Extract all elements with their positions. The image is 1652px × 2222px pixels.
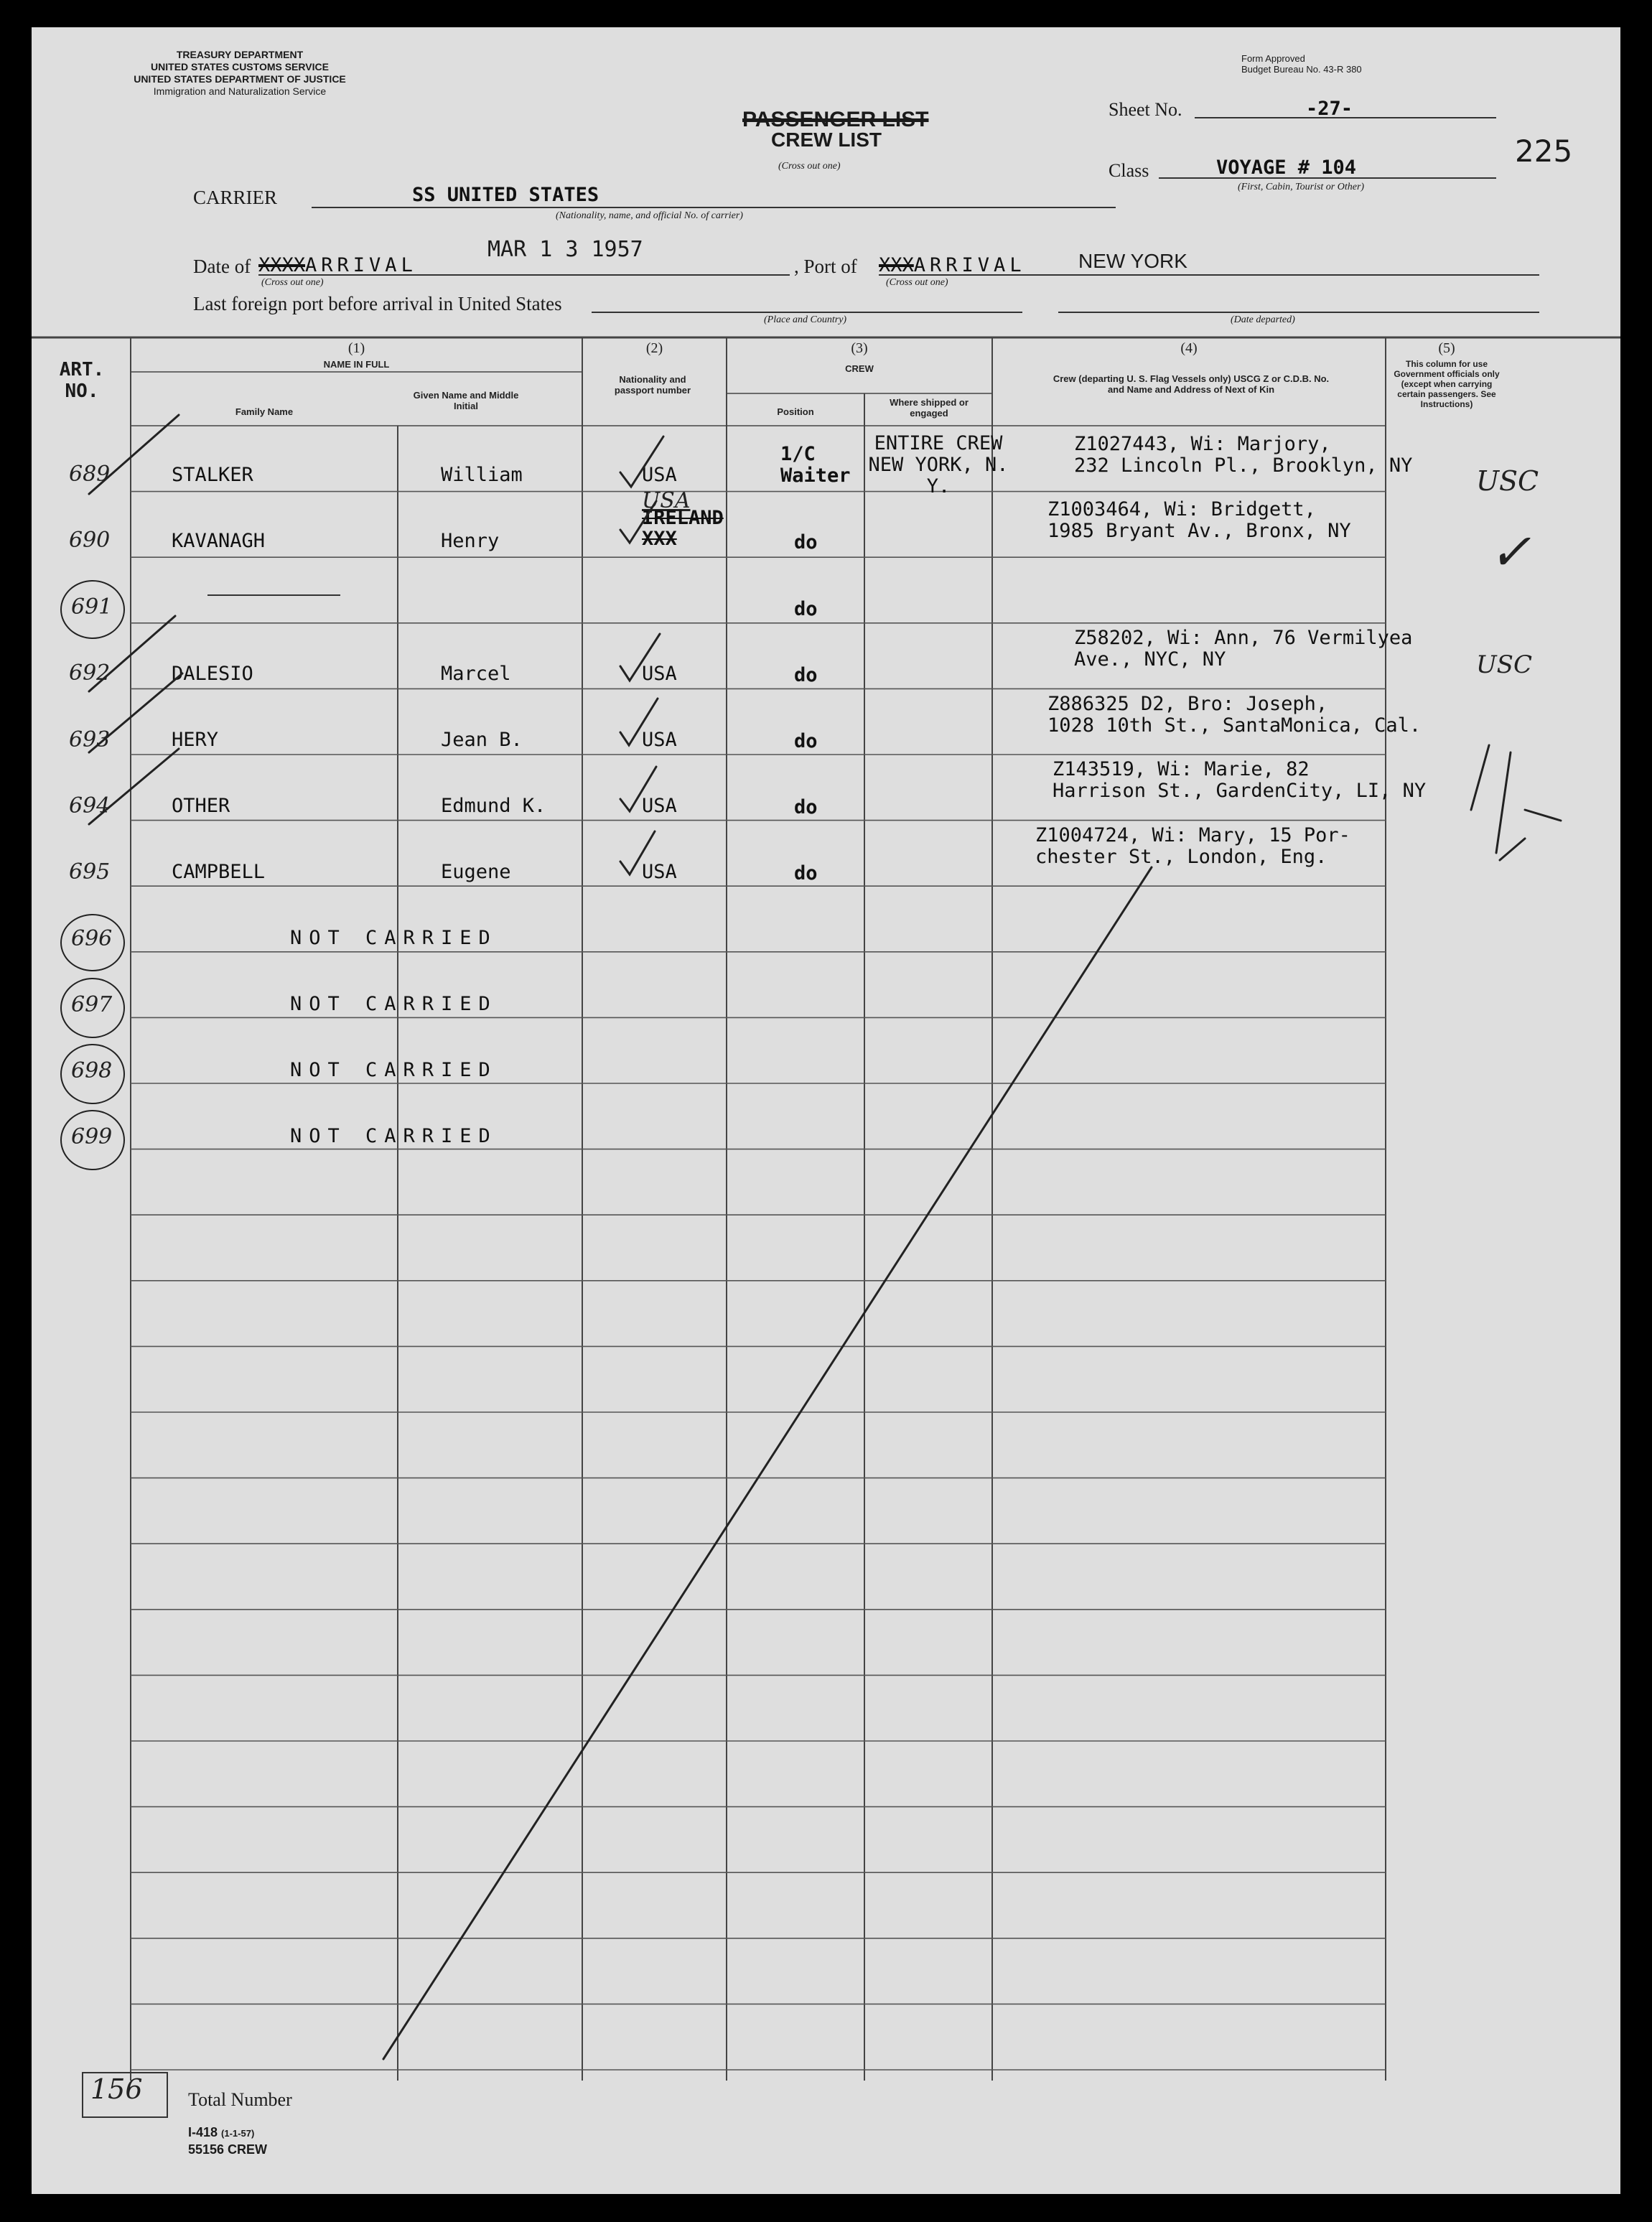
date-crossed-typed: XXXXARRIVAL (258, 254, 417, 276)
row-689-mark: USC (1476, 465, 1539, 497)
class-value: VOYAGE # 104 (1216, 157, 1357, 179)
row-691-pos: do (794, 598, 818, 620)
row-698-not-carried: NOT CARRIED (290, 1059, 498, 1081)
row-697-not-carried: NOT CARRIED (290, 993, 498, 1015)
agency-line-3: UNITED STATES DEPARTMENT OF JUSTICE (134, 73, 346, 85)
carrier-note: (Nationality, name, and official No. of carrier) (556, 210, 743, 221)
form-approval-line-2: Budget Bureau No. 43-R 380 (1241, 64, 1362, 75)
row-690-given: Henry (441, 530, 500, 552)
row-689-art: 689 (69, 462, 111, 487)
row-690-nat: USA (642, 488, 691, 513)
title-note: (Cross out one) (778, 161, 841, 172)
date-stamp: MAR 1 3 1957 (487, 237, 643, 262)
row-695-art: 695 (69, 859, 111, 884)
row-695-kin1: Z1004724, Wi: Mary, 15 Por- (1035, 824, 1350, 846)
row-693-nat: USA (642, 729, 677, 751)
last-port-label: Last foreign port before arrival in United States (193, 293, 562, 314)
col5-num: (5) (1438, 340, 1455, 356)
row-692-art: 692 (69, 660, 111, 686)
row-689-kin1: Z1027443, Wi: Marjory, (1074, 433, 1331, 455)
date-note: (Cross out one) (261, 277, 324, 288)
form-code: 55156 CREW (188, 2142, 268, 2157)
row-690-pos: do (794, 531, 818, 554)
col3-position: Position (777, 406, 814, 417)
form-date: (1-1-57) (221, 2128, 255, 2139)
total-number-value: 156 (90, 2073, 143, 2105)
row-689-nat: USA (642, 464, 677, 486)
row-695-nat: USA (642, 861, 677, 883)
form-sheet (32, 27, 1620, 2194)
row-690-kin2: 1985 Bryant Av., Bronx, NY (1047, 520, 1351, 542)
port-note: (Cross out one) (886, 277, 948, 288)
row-697-art: 697 (71, 992, 113, 1017)
place-country-note: (Place and Country) (764, 314, 847, 325)
row-694-pos: do (794, 796, 818, 818)
row-693-kin1: Z886325 D2, Bro: Joseph, (1047, 693, 1328, 715)
col1-family: Family Name (235, 406, 294, 417)
row-695-family: CAMPBELL (172, 861, 266, 883)
row-694-kin2: Harrison St., GardenCity, LI, NY (1053, 780, 1427, 802)
row-699-art: 699 (71, 1124, 113, 1149)
agency-line-4: Immigration and Naturalization Service (153, 85, 327, 97)
date-label: Date of (193, 256, 251, 277)
col-art-header: ART. NO. (59, 359, 105, 402)
row-694-given: Edmund K. (441, 795, 546, 817)
page-stamp-number: 225 (1515, 134, 1573, 169)
row-690-nat-crossed: IRELAND (642, 507, 724, 529)
passenger-list-crossed: PASSENGER LIST (742, 108, 929, 131)
form-no: I-418 (188, 2125, 218, 2139)
row-699-not-carried: NOT CARRIED (290, 1125, 498, 1147)
class-label: Class (1109, 160, 1149, 181)
row-696-not-carried: NOT CARRIED (290, 927, 498, 949)
row-694-art: 694 (69, 793, 111, 818)
date-departed-note: (Date departed) (1231, 314, 1295, 325)
col1-num: (1) (347, 340, 365, 356)
class-note: (First, Cabin, Tourist or Other) (1238, 182, 1365, 192)
row-696-art: 696 (71, 926, 113, 951)
col1-given: Given Name and Middle Initial (413, 390, 519, 411)
row-689-where: ENTIRE CREW NEW YORK, N. Y. (868, 432, 1009, 498)
crew-list-title: CREW LIST (771, 129, 882, 151)
row-694-nat: USA (642, 795, 677, 817)
row-690-kin1: Z1003464, Wi: Bridgett, (1047, 498, 1316, 521)
port-arrival-typed: ARRIVAL (913, 254, 1026, 276)
col4-title: Crew (departing U. S. Flag Vessels only) USCG Z or C.D.B. No. and Name and Address of Next of Kin (1053, 373, 1330, 395)
total-number-label: Total Number (188, 2089, 292, 2110)
row-694-kin1: Z143519, Wi: Marie, 82 (1053, 758, 1310, 780)
row-692-given: Marcel (441, 663, 511, 685)
row-692-mark: USC (1476, 650, 1532, 679)
col5-title: This column for use Government officials only (except when carrying certain passengers. See Instructions) (1394, 359, 1500, 409)
row-691-art: 691 (71, 594, 113, 620)
col2-num: (2) (645, 340, 663, 356)
row-689-pos: 1/C Waiter (780, 443, 851, 487)
col2-title: Nationality and passport number (614, 374, 691, 396)
row-693-given: Jean B. (441, 729, 523, 751)
row-692-pos: do (794, 664, 818, 686)
col1-title: NAME IN FULL (323, 359, 390, 370)
col3-where: Where shipped or engaged (890, 397, 969, 419)
col3-title: CREW (845, 363, 874, 374)
sheet-value: -27- (1306, 98, 1353, 120)
row-693-family: HERY (172, 729, 219, 751)
row-693-pos: do (794, 730, 818, 752)
agency-line-1: TREASURY DEPARTMENT (176, 49, 304, 60)
row-698-art: 698 (71, 1058, 113, 1083)
row-692-family: DALESIO (172, 663, 253, 685)
row-690-family: KAVANAGH (172, 530, 266, 552)
carrier-label: CARRIER (193, 187, 278, 208)
row-693-art: 693 (69, 727, 111, 752)
row-690-nat-x: XXX (642, 528, 677, 550)
agency-line-2: UNITED STATES CUSTOMS SERVICE (151, 61, 329, 73)
port-crossed-typed: XXXARRIVAL (879, 254, 1026, 276)
row-692-kin2: Ave., NYC, NY (1074, 648, 1226, 671)
carrier-value: SS UNITED STATES (412, 184, 599, 206)
sheet-label: Sheet No. (1109, 99, 1182, 120)
port-value: NEW YORK (1078, 250, 1187, 272)
row-690-mark: ✓ (1489, 523, 1531, 582)
row-693-kin2: 1028 10th St., SantaMonica, Cal. (1047, 714, 1422, 737)
row-694-family: OTHER (172, 795, 230, 817)
row-689-given: William (441, 464, 523, 486)
row-695-pos: do (794, 862, 818, 884)
form-approval-line-1: Form Approved (1241, 53, 1305, 64)
row-689-family: STALKER (172, 464, 253, 486)
col4-num: (4) (1180, 340, 1198, 356)
date-arrival-typed: ARRIVAL (305, 254, 417, 276)
form-number (188, 2125, 254, 2140)
handwritten-marks (32, 27, 1620, 2194)
row-689-kin2: 232 Lincoln Pl., Brooklyn, NY (1074, 454, 1413, 477)
port-label: , Port of (794, 256, 857, 277)
row-695-kin2: chester St., London, Eng. (1035, 846, 1327, 868)
row-692-kin1: Z58202, Wi: Ann, 76 Vermilyea (1074, 627, 1413, 649)
row-695-given: Eugene (441, 861, 511, 883)
row-690-art: 690 (69, 528, 111, 553)
row-692-nat: USA (642, 663, 677, 685)
col3-num: (3) (851, 340, 868, 356)
